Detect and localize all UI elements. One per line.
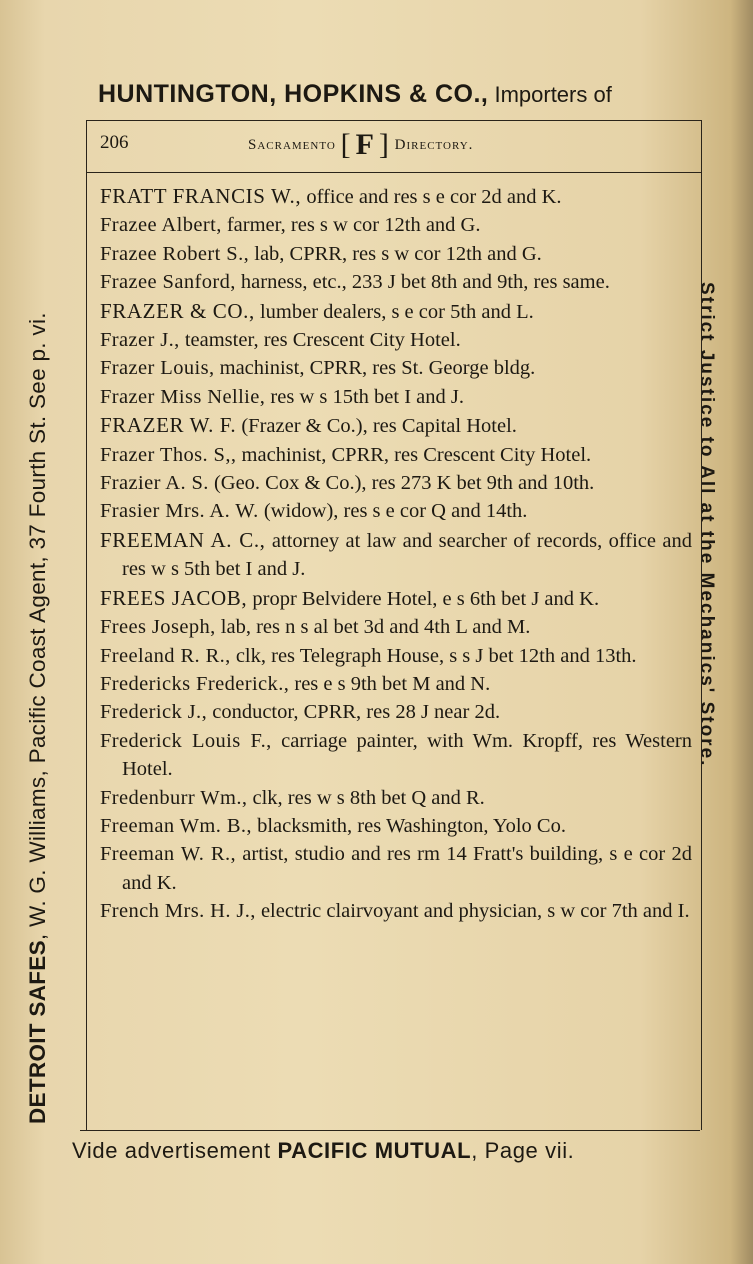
entry-details: attorney at law and searcher of records, office and res w s 5th bet I and J. bbox=[122, 529, 692, 581]
entry-name: French Mrs. H. J., bbox=[100, 900, 256, 923]
directory-entry bbox=[100, 497, 692, 525]
directory-entry bbox=[100, 642, 692, 670]
entry-name: Frazee Robert S., bbox=[100, 242, 250, 265]
entry-details: (Frazer & Co.), res Capital Hotel. bbox=[236, 415, 517, 438]
running-title-letter: F bbox=[355, 128, 375, 161]
entry-name: FREEMAN A. C., bbox=[100, 527, 266, 552]
running-title-left: Sacramento bbox=[248, 137, 336, 153]
directory-entry bbox=[100, 698, 692, 726]
entry-name: Frazier A. S. bbox=[100, 472, 209, 495]
directory-entry bbox=[100, 897, 692, 925]
directory-entry bbox=[100, 613, 692, 641]
directory-entry bbox=[100, 383, 692, 411]
entry-details: conductor, CPRR, res 28 J near 2d. bbox=[207, 701, 501, 724]
bottom-banner-prefix: Vide advertisement bbox=[72, 1138, 278, 1163]
top-banner-tail: Importers of bbox=[488, 82, 612, 107]
left-banner-rest: , W. G. Williams, Pacific Coast Agent, 37 Fourth St. See p. vi. bbox=[25, 312, 50, 941]
entry-name: Frees Joseph, bbox=[100, 616, 216, 639]
entry-details: office and res s e cor 2d and K. bbox=[301, 186, 562, 208]
header-rule bbox=[86, 172, 702, 173]
directory-entry bbox=[100, 297, 692, 326]
directory-entry bbox=[100, 670, 692, 698]
entry-details: electric clairvoyant and physician, s w cor 7th and I. bbox=[255, 900, 690, 923]
entry-name: FRATT FRANCIS W., bbox=[100, 184, 302, 208]
entry-name: Frederick Louis F., bbox=[100, 729, 272, 752]
entry-name: Freeman W. R., bbox=[100, 843, 237, 866]
entry-details: (Geo. Cox & Co.), res 273 K bet 9th and 10th. bbox=[208, 472, 595, 495]
running-title-bracket-close: ] bbox=[378, 128, 390, 161]
left-advertisement-banner bbox=[16, 124, 60, 1124]
entry-details: clk, res Telegraph House, s s J bet 12th and 13th. bbox=[230, 644, 637, 667]
entry-name: Freeland R. R., bbox=[100, 644, 231, 667]
entry-details: carriage painter, with Wm. Kropff, res Western Hotel. bbox=[122, 729, 693, 781]
directory-entry bbox=[100, 812, 692, 840]
top-advertisement-banner bbox=[98, 80, 718, 116]
bottom-banner-suffix: , Page vii. bbox=[471, 1138, 575, 1163]
directory-entry bbox=[100, 784, 692, 812]
entry-name: Freeman Wm. B., bbox=[100, 814, 252, 837]
entry-name: FRAZER & CO., bbox=[100, 298, 255, 323]
directory-entry bbox=[100, 268, 692, 296]
entry-name: Frederick J., bbox=[100, 701, 208, 724]
entry-name: FREES JACOB, bbox=[100, 585, 248, 610]
entry-details: res e s 9th bet M and N. bbox=[289, 672, 491, 695]
entry-name: Frazer Louis, bbox=[100, 357, 215, 380]
entry-details: farmer, res s w cor 12th and G. bbox=[221, 214, 481, 237]
page-number: 206 bbox=[100, 132, 129, 153]
directory-entry bbox=[100, 326, 692, 354]
directory-entries bbox=[100, 182, 692, 926]
entry-name: FRAZER W. F. bbox=[100, 413, 237, 438]
entry-name: Frazer Miss Nellie, bbox=[100, 385, 266, 408]
directory-entry bbox=[100, 469, 692, 497]
directory-entry bbox=[100, 584, 692, 613]
directory-entry bbox=[100, 211, 692, 239]
directory-entry bbox=[100, 727, 692, 784]
entry-details: lumber dealers, s e cor 5th and L. bbox=[254, 300, 534, 323]
entry-name: Frasier Mrs. A. W. bbox=[100, 500, 259, 523]
running-title-bracket-open: [ bbox=[340, 128, 352, 161]
entry-name: Frazee Sanford, bbox=[100, 271, 236, 294]
directory-entry bbox=[100, 354, 692, 382]
entry-details: teamster, res Crescent City Hotel. bbox=[179, 329, 461, 352]
top-banner-name: HUNTINGTON, HOPKINS & CO., bbox=[98, 80, 489, 108]
directory-entry bbox=[100, 441, 692, 469]
entry-name: Fredenburr Wm., bbox=[100, 786, 248, 809]
entry-details: harness, etc., 233 J bet 8th and 9th, res same. bbox=[235, 271, 610, 294]
entry-name: Frazer Thos. S,, bbox=[100, 443, 237, 466]
entry-name: Frazee Albert, bbox=[100, 214, 222, 237]
right-advertisement-banner: Strict Justice to All at the Mechanics' Store. bbox=[696, 282, 717, 768]
entry-name: Frazer J., bbox=[100, 329, 180, 352]
entry-details: (widow), res s e cor Q and 14th. bbox=[258, 500, 528, 523]
directory-entry bbox=[100, 840, 692, 897]
directory-entry bbox=[100, 526, 692, 584]
running-title bbox=[248, 128, 473, 162]
entry-details: lab, CPRR, res s w cor 12th and G. bbox=[249, 242, 542, 265]
entry-details: clk, res w s 8th bet Q and R. bbox=[247, 786, 485, 809]
bottom-banner-bold: PACIFIC MUTUAL bbox=[277, 1138, 472, 1163]
entry-details: artist, studio and res rm 14 Fratt's building, s e cor 2d and K. bbox=[122, 843, 692, 894]
directory-entry bbox=[100, 182, 692, 211]
running-title-right: Directory. bbox=[394, 137, 474, 153]
entry-details: propr Belvidere Hotel, e s 6th bet J and K. bbox=[247, 587, 600, 610]
entry-name: Fredericks Frederick., bbox=[100, 672, 290, 695]
entry-details: blacksmith, res Washington, Yolo Co. bbox=[251, 814, 566, 837]
bottom-rule bbox=[80, 1130, 700, 1131]
entry-details: machinist, CPRR, res St. George bldg. bbox=[214, 357, 536, 380]
entry-details: res w s 15th bet I and J. bbox=[265, 385, 465, 408]
entry-details: lab, res n s al bet 3d and 4th L and M. bbox=[215, 616, 531, 639]
left-banner-bold: DETROIT SAFES bbox=[25, 940, 50, 1124]
bottom-advertisement-banner bbox=[72, 1138, 722, 1174]
directory-entry bbox=[100, 411, 692, 440]
entry-details: machinist, CPRR, res Crescent City Hotel. bbox=[236, 443, 592, 466]
directory-entry bbox=[100, 240, 692, 268]
